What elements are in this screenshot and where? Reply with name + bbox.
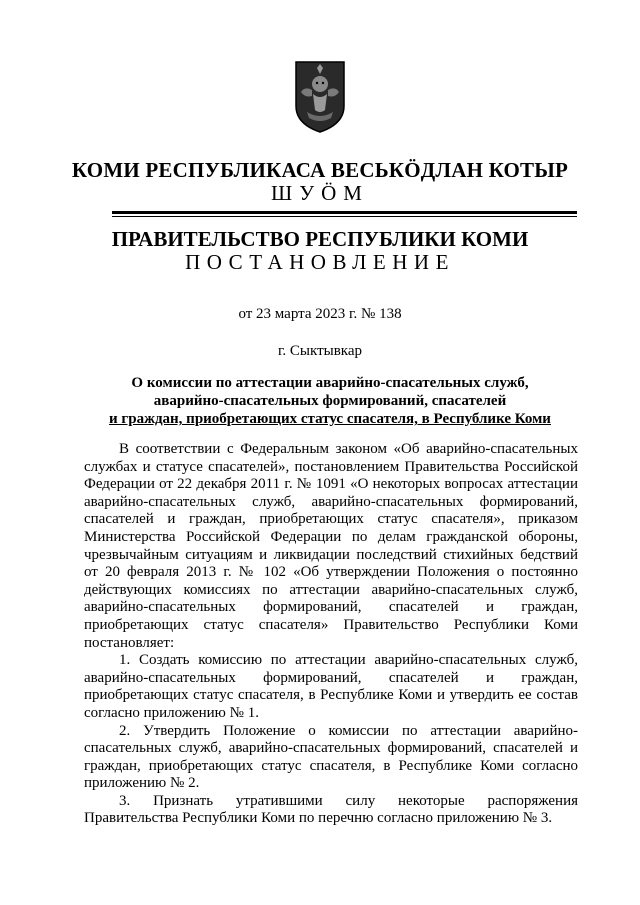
date-number: от 23 марта 2023 г. № 138	[238, 306, 402, 322]
document-body	[84, 441, 578, 828]
preamble-paragraph: В соответствии с Федеральным законом «Об аварийно-спасательных службах и статусе спасателей», постановлением Правительства Российской Федерации от 22 декабря 2011 г. № 1091 «О некоторых вопросах аттестации аварийно-спасательных служб, аварийно-спасательных формирований, спасателей и граждан, приобретающих статус спасателя», приказом Министерства Российской Федерации по делам гражданской обороны, чрезвычайным ситуациям и ликвидации последствий стихийных бедствий от 20 февраля 2013 г. № 102 «Об утверждении Положения о постоянно действующих комиссиях по аттестации аварийно-спасательных служб, аварийно-спасательных формирований, спасателей и граждан, приобретающих статус спасателя» Правительство Республики Коми постановляет:	[84, 441, 578, 651]
city: г. Сыктывкар	[277, 343, 363, 359]
title-line-3: и граждан, приобретающих статус спасателя, в Республике Коми	[109, 411, 551, 427]
item-3-paragraph: 3. Признать утратившими силу некоторые распоряжения Правительства Республики Коми по перечню согласно приложению № 3.	[84, 792, 578, 827]
title-line-2: аварийно-спасательных формирований, спасателей	[153, 393, 507, 409]
item-1-paragraph: 1. Создать комиссию по аттестации аварийно-спасательных служб, аварийно-спасательных формирований, спасателей и граждан, приобретающих статус спасателя, в Республике Коми и утвердить ее состав согласно приложению № 1.	[84, 652, 578, 721]
komi-subtitle: ШУӦМ	[271, 181, 369, 205]
coat-of-arms-icon	[293, 60, 347, 134]
komi-title: КОМИ РЕСПУБЛИКАСА ВЕСЬКӦДЛАН КОТЫР	[71, 158, 569, 182]
header-divider-thick	[112, 211, 577, 214]
document-type: ПОСТАНОВЛЕНИЕ	[185, 250, 455, 274]
item-2-paragraph: 2. Утвердить Положение о комиссии по аттестации аварийно-спасательных служб, аварийно-спасательных формирований, спасателей и граждан, приобретающих статус спасателя, в Республике Коми согласно приложению № 2.	[84, 722, 578, 792]
document-title	[80, 374, 580, 428]
title-line-1: О комиссии по аттестации аварийно-спасательных служб,	[131, 375, 529, 391]
government-title: ПРАВИТЕЛЬСТВО РЕСПУБЛИКИ КОМИ	[111, 227, 529, 251]
header-divider-thin	[112, 216, 577, 217]
